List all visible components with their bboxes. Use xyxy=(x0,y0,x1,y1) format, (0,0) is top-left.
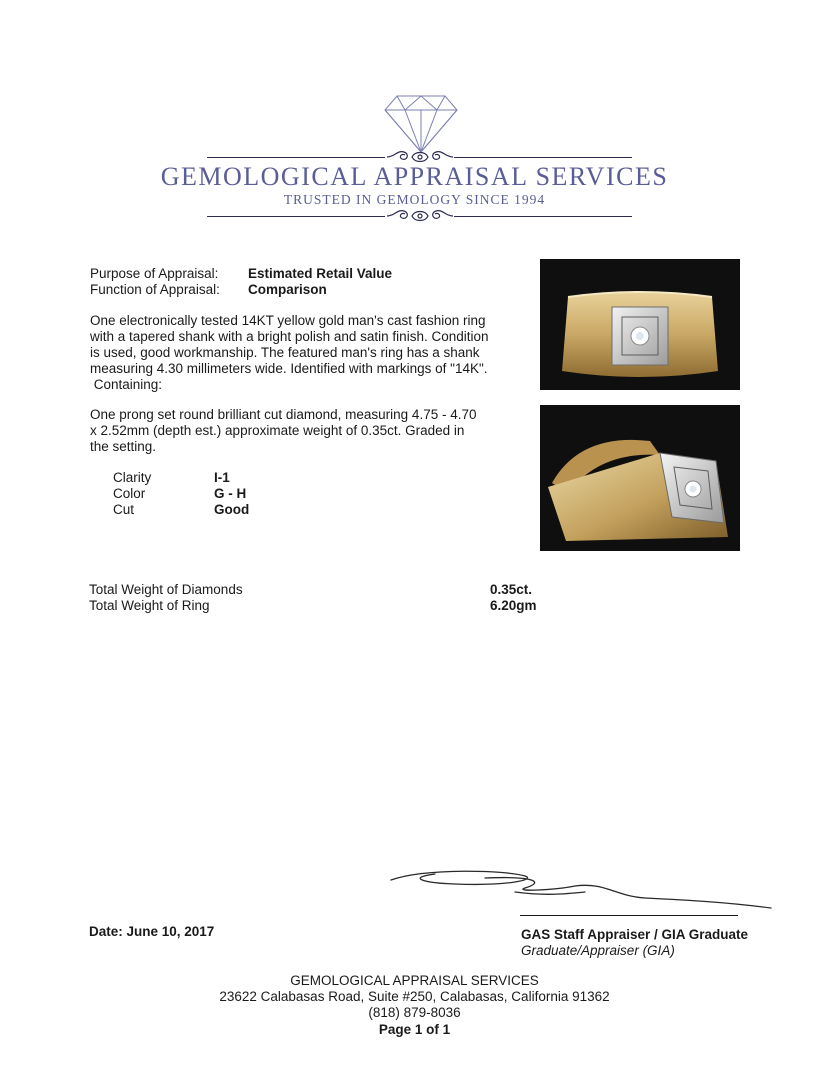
diamond-line: x 2.52mm (depth est.) approximate weight of 0.35ct. Graded in xyxy=(90,423,465,438)
description-line: is used, good workmanship. The featured man's ring has a shank xyxy=(90,345,480,360)
diamond-line: One prong set round brilliant cut diamond, measuring 4.75 - 4.70 xyxy=(90,407,477,422)
company-tagline: TRUSTED IN GEMOLOGY SINCE 1994 xyxy=(283,192,546,207)
purpose-label: Purpose of Appraisal: xyxy=(90,266,219,281)
description-line: One electronically tested 14KT yellow gold man's cast fashion ring xyxy=(90,313,486,328)
header-bottom-rule xyxy=(454,216,632,217)
ring-photo-angle xyxy=(540,405,740,551)
ring-description xyxy=(90,313,510,393)
color-value: G - H xyxy=(214,486,247,501)
total-ring-weight-label: Total Weight of Ring xyxy=(89,598,210,613)
cut-label: Cut xyxy=(113,502,135,517)
function-label: Function of Appraisal: xyxy=(90,282,220,297)
clarity-label: Clarity xyxy=(113,470,152,485)
diamond-description xyxy=(90,407,510,455)
footer-phone: (818) 879-8036 xyxy=(368,1005,461,1020)
company-name: GEMOLOGICAL APPRAISAL SERVICES xyxy=(160,162,669,191)
diamond-logo-icon xyxy=(383,94,459,154)
cut-value: Good xyxy=(214,502,250,517)
description-line: with a tapered shank with a bright polish and satin finish. Condition xyxy=(90,329,489,344)
appraiser-subtitle: Graduate/Appraiser (GIA) xyxy=(521,943,675,958)
header-top-rule xyxy=(454,157,632,158)
footer-address: 23622 Calabasas Road, Suite #250, Calabasas, California 91362 xyxy=(219,989,610,1004)
diamond-line: the setting. xyxy=(90,439,157,454)
appraiser-title: GAS Staff Appraiser / GIA Graduate xyxy=(521,927,749,942)
description-line: measuring 4.30 millimeters wide. Identified with markings of "14K". xyxy=(90,361,488,376)
total-diamond-weight-value: 0.35ct. xyxy=(490,582,533,597)
ring-photo-front xyxy=(540,259,740,390)
signature-line xyxy=(520,915,738,916)
header-bottom-rule xyxy=(207,216,385,217)
appraiser-signature xyxy=(385,862,775,912)
purpose-value: Estimated Retail Value xyxy=(248,266,393,281)
header-top-rule xyxy=(207,157,385,158)
appraisal-date: Date: June 10, 2017 xyxy=(89,924,215,939)
total-diamond-weight-label: Total Weight of Diamonds xyxy=(89,582,243,597)
page-number: Page 1 of 1 xyxy=(378,1022,451,1037)
function-value: Comparison xyxy=(248,282,327,297)
description-line: Containing: xyxy=(90,377,163,392)
scroll-ornament-icon xyxy=(385,206,455,226)
total-ring-weight-value: 6.20gm xyxy=(490,598,537,613)
clarity-value: I-1 xyxy=(214,470,230,485)
color-label: Color xyxy=(113,486,146,501)
footer-company: GEMOLOGICAL APPRAISAL SERVICES xyxy=(290,973,539,988)
